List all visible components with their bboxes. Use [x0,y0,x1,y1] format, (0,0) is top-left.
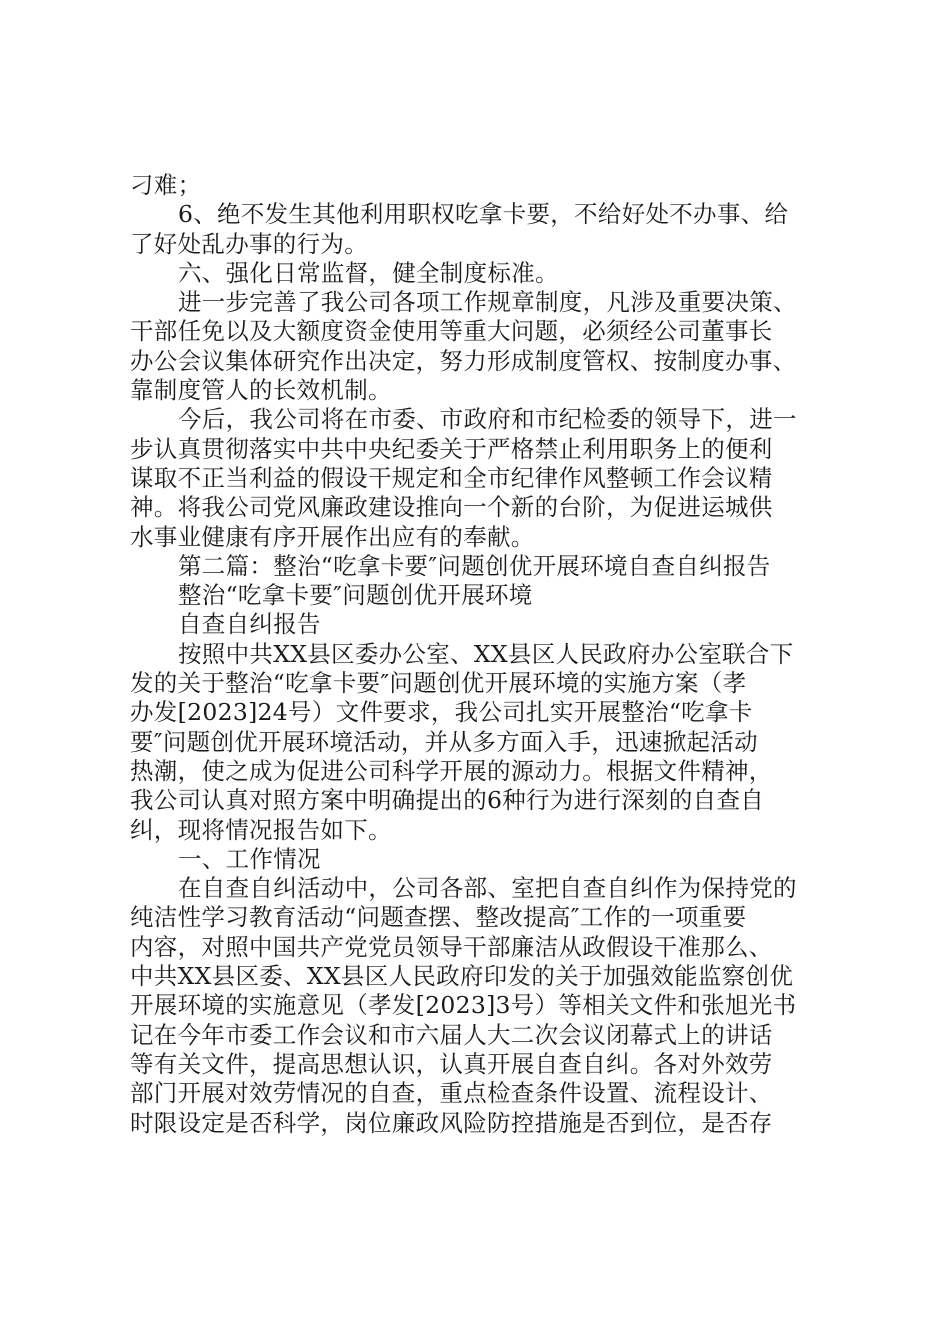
text-line: 时限设定是否科学，岗位廉政风险防控措施是否到位，是否存 [130,1108,773,1137]
text-line: 谋取不正当利益的假设干规定和全市纪律作风整顿工作会议精 [130,463,773,492]
document-body [130,171,840,1138]
text-line: 6、绝不发生其他利用职权吃拿卡要，不给好处不办事、给 [178,200,789,229]
text-line: 纠，现将情况报告如下。 [130,815,392,844]
text-line: 我公司认真对照方案中明确提出的6种行为进行深刻的自查自 [130,786,765,815]
text-line: 按照中共XX县区委办公室、XX县区人民政府办公室联合下 [178,639,794,668]
text-line: 自查自纠报告 [178,610,321,639]
text-line: 刁难； [130,171,202,199]
text-line: 一、工作情况 [178,844,321,873]
text-line: 内容，对照中国共产党党员领导干部廉洁从政假设干准那么、 [130,932,773,961]
text-line: 进一步完善了我公司各项工作规章制度，凡涉及重要决策、 [178,288,797,317]
text-line: 靠制度管人的长效机制。 [130,376,392,405]
text-line: 神。将我公司党风廉政建设推向一个新的台阶，为促进运城供 [130,493,773,522]
text-line: 部门开展对效劳情况的自查，重点检查条件设置、流程设计、 [130,1079,773,1108]
text-line: 发的关于整治“吃拿卡要″问题创优开展环境的实施方案（孝 [130,669,747,698]
text-line: 办发[2023]24号）文件要求，我公司扎实开展整治“吃拿卡 [130,698,753,727]
text-line: 中共XX县区委、XX县区人民政府印发的关于加强效能监察创优 [130,962,794,991]
text-line: 干部任免以及大额度资金使用等重大问题，必须经公司董事长 [130,317,773,346]
text-line: 整治“吃拿卡要″问题创优开展环境 [178,581,533,610]
text-line: 了好处乱办事的行为。 [130,229,368,258]
text-line: 热潮，使之成为促进公司科学开展的源动力。根据文件精神， [130,756,773,785]
text-line: 要″问题创优开展环境活动，并从多方面入手，迅速掀起活动 [130,727,758,756]
text-line: 今后，我公司将在市委、市政府和市纪检委的领导下，进一 [178,405,797,434]
text-line: 开展环境的实施意见（孝发[2023]3号）等相关文件和张旭光书 [130,991,797,1020]
text-line: 记在今年市委工作会议和市六届人大二次会议闭幕式上的讲话 [130,1020,773,1049]
text-line: 等有关文件，提高思想认识，认真开展自查自纠。各对外效劳 [130,1049,773,1078]
text-line: 六、强化日常监督，健全制度标准。 [178,258,559,287]
text-line: 第二篇：整治“吃拿卡要″问题创优开展环境自查自纠报告 [178,551,771,580]
text-line: 步认真贯彻落实中共中央纪委关于严格禁止利用职务上的便利 [130,434,773,463]
text-line: 纯洁性学习教育活动“问题查摆、整改提高″工作的一项重要 [130,903,747,932]
text-line: 水事业健康有序开展作出应有的奉献。 [130,522,535,551]
text-line: 在自查自纠活动中，公司各部、室把自查自纠作为保持党的 [178,874,797,903]
text-line: 办公会议集体研究作出决定，努力形成制度管权、按制度办事、 [130,346,797,375]
